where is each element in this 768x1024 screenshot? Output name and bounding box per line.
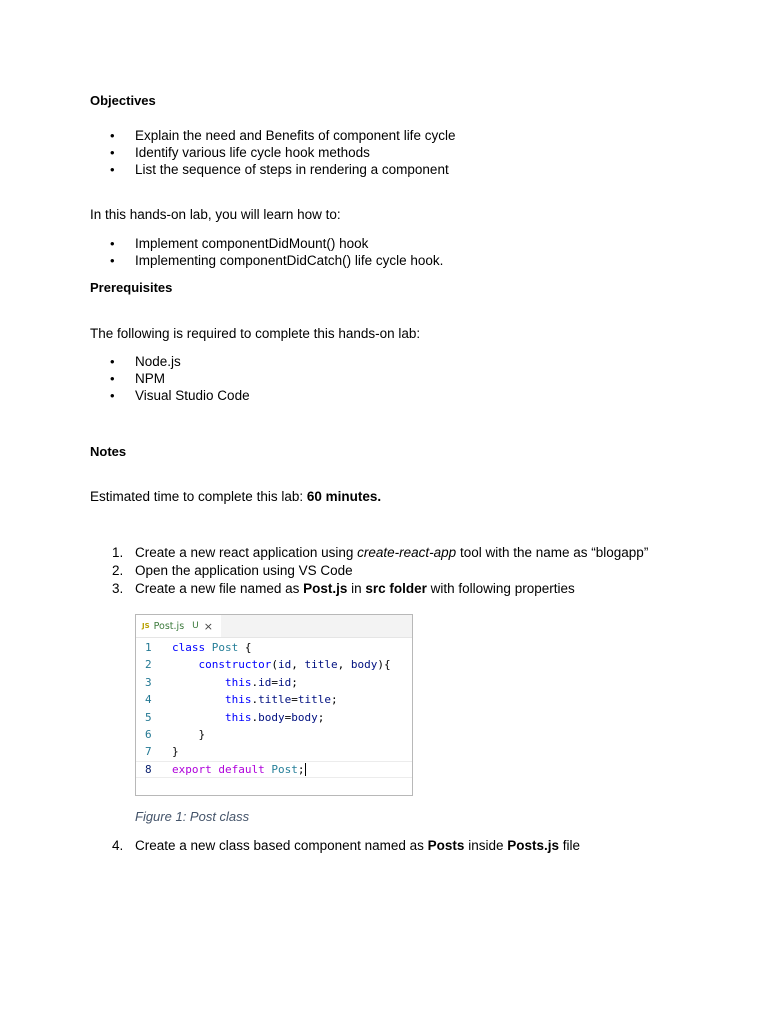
code-line: 1 class Post { <box>136 639 412 656</box>
learn-intro: In this hands-on lab, you will learn how to: <box>90 207 341 222</box>
prerequisites-intro: The following is required to complete this hands-on lab: <box>90 326 421 341</box>
code-text: constructor(id, title, body){ <box>198 658 391 672</box>
list-item: • NPM <box>110 371 165 387</box>
list-item: • List the sequence of steps in rendering a component <box>110 162 449 178</box>
code-editor-screenshot <box>135 614 413 796</box>
code-line: 6 } <box>136 726 412 743</box>
bullet-icon: • <box>110 236 115 251</box>
editor-tab[interactable] <box>136 615 221 637</box>
tab-filename: Post.js <box>153 620 185 632</box>
prerequisites-heading: Prerequisites <box>90 280 173 295</box>
step-item: 4. Create a new class based component named as Posts inside Posts.js file <box>112 838 581 853</box>
estimate-value: 60 minutes. <box>306 489 382 504</box>
code-text: this.id=id; <box>224 675 298 689</box>
bullet-icon: • <box>110 128 115 143</box>
step-item: 1. Create a new react application using create-react-app tool with the name as “blogapp” <box>112 545 649 560</box>
step-item: 2. Open the application using VS Code <box>112 562 353 578</box>
close-icon[interactable]: × <box>203 619 213 633</box>
code-line: 2 constructor(id, title, body){ <box>136 656 412 673</box>
bullet-icon: • <box>110 162 115 178</box>
code-text: class Post { <box>172 641 252 654</box>
objectives-heading: Objectives <box>90 93 156 108</box>
list-item: • Identify various life cycle hook methods <box>110 145 370 161</box>
javascript-file-icon: JS <box>142 622 150 630</box>
code-text: } <box>172 745 179 759</box>
steps-list-continued <box>110 837 580 855</box>
steps-list <box>110 544 648 597</box>
prerequisites-list <box>110 353 250 405</box>
step-item: 3. Create a new file named as Post.js in src folder with following properties <box>112 580 575 596</box>
estimate-text: Estimated time to complete this lab: 60 minutes. <box>90 489 382 504</box>
editor-tab-bar <box>136 615 412 638</box>
code-line: 4 this.title=title; <box>136 691 412 708</box>
untracked-badge: U <box>192 621 199 631</box>
objectives-list <box>110 127 455 179</box>
code-text: this.title=title; <box>224 693 338 707</box>
list-item: • Node.js <box>110 354 181 369</box>
list-item: • Implementing componentDidCatch() life cycle hook. <box>110 253 444 269</box>
figure-caption: Figure 1: Post class <box>135 809 250 824</box>
notes-heading: Notes <box>90 444 127 459</box>
code-area[interactable] <box>136 639 412 778</box>
code-line: 7 } <box>136 743 412 760</box>
list-item: • Visual Studio Code <box>110 388 250 404</box>
text-caret <box>305 763 306 776</box>
bullet-icon: • <box>110 371 115 387</box>
code-line-active: 8 export default Post; <box>136 761 412 778</box>
code-line: 5 this.body=body; <box>136 709 412 726</box>
bullet-icon: • <box>110 145 115 161</box>
code-text: } <box>172 727 206 741</box>
code-line: 3 this.id=id; <box>136 674 412 691</box>
bullet-icon: • <box>110 253 115 269</box>
code-text: export default Post; <box>172 762 305 776</box>
list-item: • Explain the need and Benefits of component life cycle <box>110 128 456 143</box>
code-text: this.body=body; <box>224 710 325 724</box>
learn-list <box>110 235 443 269</box>
list-item: • Implement componentDidMount() hook <box>110 236 369 251</box>
bullet-icon: • <box>110 388 115 404</box>
bullet-icon: • <box>110 354 115 369</box>
